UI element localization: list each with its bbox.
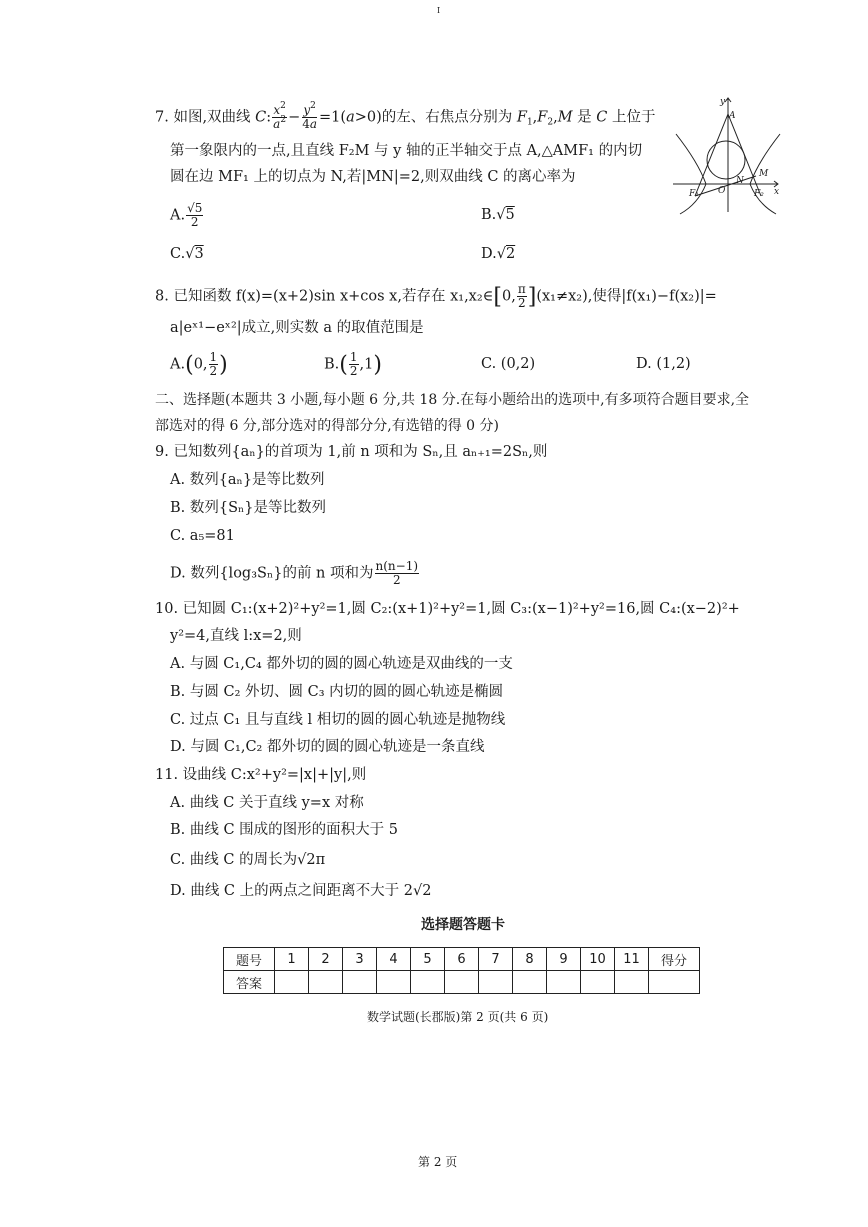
q8-text-1: 8. 已知函数 f(x)=(x+2)sin x+cos x,若存在 x₁,x₂∈ <box>155 288 494 305</box>
answer-card-header-label: 题号 <box>224 948 275 971</box>
q7-curve-name: C <box>255 109 267 126</box>
answer-card-num-10: 10 <box>581 948 615 971</box>
q7-option-c-label: C. <box>170 246 186 262</box>
q8-line1: 8. 已知函数 f(x)=(x+2)sin x+cos x,若存在 x₁,x₂∈[0, $\frac{\pi}{2}$ ](x₁≠x₂),使得|f(x₁)−f(x₂)|= <box>155 282 717 310</box>
q10-line2: y²=4,直线 l:x=2,则 <box>170 628 302 644</box>
section2-line2: 部选对的得 6 分,部分选对的得部分分,有选错的得 0 分) <box>155 418 499 434</box>
label-n: N <box>736 176 744 186</box>
q11-option-b: B. 曲线 C 围成的图形的面积大于 5 <box>170 822 399 838</box>
q9-option-d-num: n(n−1) <box>375 559 419 573</box>
q8-text-tail: (x₁≠x₂),使得|f(x₁)−f(x₂)|= <box>536 288 717 305</box>
q7-option-c-val: 3 <box>194 246 204 262</box>
answer-cell-9[interactable] <box>547 971 581 994</box>
q7-option-b-val: 5 <box>505 207 515 223</box>
label-a: A <box>729 111 736 121</box>
q8-interval-den: 2 <box>517 296 526 310</box>
answer-card-score-label: 得分 <box>649 948 700 971</box>
answer-card-title: 选择题答题卡 <box>421 917 505 933</box>
label-y: y <box>720 97 726 107</box>
q9-stem: 9. 已知数列{aₙ}的首项为 1,前 n 项和为 Sₙ,且 aₙ₊₁=2Sₙ,则 <box>155 444 548 460</box>
q7-line1: 7. 如图,双曲线 C: $\frac{x^2}{a^2}$ − $\frac{y^2}{4a}$ =1(a>0)的左、右焦点分别为 $F_1,F_2,M$ 是 C 上位于 <box>155 101 656 131</box>
answer-card-num-8: 8 <box>513 948 547 971</box>
answer-cell-5[interactable] <box>411 971 445 994</box>
q8-option-d: D. (1,2) <box>636 356 691 372</box>
label-m: M <box>759 169 769 179</box>
q7-line2: 第一象限内的一点,且直线 F₂M 与 y 轴的正半轴交于点 A,△AMF₁ 的内切 <box>170 143 643 159</box>
hyperbola-left-branch <box>676 134 706 214</box>
q9-option-d-den: 2 <box>392 573 401 587</box>
q8-line2: a|eˣ¹−eˣ²|成立,则实数 a 的取值范围是 <box>170 320 424 336</box>
q7-frac-y: $\frac{y^2}{4a}$ <box>302 101 318 131</box>
q7-option-a-den: 2 <box>190 215 199 229</box>
q8-option-a-label: A. <box>170 356 186 373</box>
answer-card-num-7: 7 <box>479 948 513 971</box>
label-f1: F₁ <box>689 189 699 199</box>
answer-card-table <box>223 947 700 994</box>
q7-frac-x: $\frac{x^2}{a^2}$ <box>273 101 287 131</box>
q7-option-b-label: B. <box>481 207 497 223</box>
q8-option-b-right: ,1 <box>359 356 374 373</box>
q7-text-c: 是 <box>577 109 597 126</box>
q7-text-b: 的左、右焦点分别为 <box>381 109 517 126</box>
q11-option-c: C. 曲线 C 的周长为√2π <box>170 852 326 868</box>
answer-card-num-3: 3 <box>343 948 377 971</box>
answer-cell-2[interactable] <box>309 971 343 994</box>
q7-option-d-val: 2 <box>505 246 516 262</box>
q11-stem: 11. 设曲线 C:x²+y²=|x|+|y|,则 <box>155 767 367 783</box>
answer-card-answer-label: 答案 <box>224 971 275 994</box>
answer-card-answer-row <box>224 971 700 994</box>
q11-option-a: A. 曲线 C 关于直线 y=x 对称 <box>170 795 364 811</box>
answer-card-num-9: 9 <box>547 948 581 971</box>
answer-card-header-row <box>224 948 700 971</box>
q9-option-c: C. a₅=81 <box>170 528 235 544</box>
q10-option-b: B. 与圆 C₂ 外切、圆 C₃ 内切的圆的圆心轨迹是椭圆 <box>170 684 504 700</box>
answer-card-num-2: 2 <box>309 948 343 971</box>
answer-card-num-11: 11 <box>615 948 649 971</box>
q7-line3: 圆在边 MF₁ 上的切点为 N,若|MN|=2,则双曲线 C 的离心率为 <box>170 169 576 185</box>
q8-interval-a: 0, <box>502 288 516 305</box>
label-f2: F₂ <box>754 189 764 199</box>
q9-option-d <box>170 560 420 587</box>
q8-option-a: A.(0, $\frac{1}{2}$ ) <box>170 350 228 378</box>
q8-option-a-num: 1 <box>209 350 218 364</box>
q9-option-b: B. 数列{Sₙ}是等比数列 <box>170 500 327 516</box>
top-mark: I <box>437 6 441 15</box>
q8-option-a-left: 0, <box>193 356 208 373</box>
answer-card-num-4: 4 <box>377 948 411 971</box>
q8-option-c: C. (0,2) <box>481 356 536 372</box>
answer-card-num-1: 1 <box>275 948 309 971</box>
answer-cell-6[interactable] <box>445 971 479 994</box>
answer-cell-3[interactable] <box>343 971 377 994</box>
answer-card-num-6: 6 <box>445 948 479 971</box>
q10-line1: 10. 已知圆 C₁:(x+2)²+y²=1,圆 C₂:(x+1)²+y²=1,圆 C₃:(x−1)²+y²=16,圆 C₄:(x−2)²+ <box>155 601 740 617</box>
q9-option-a: A. 数列{aₙ}是等比数列 <box>170 472 325 488</box>
q9-option-d-text: D. 数列{log₃Sₙ}的前 n 项和为 <box>170 565 374 582</box>
q10-option-c: C. 过点 C₁ 且与直线 l 相切的圆的圆心轨迹是抛物线 <box>170 712 506 728</box>
q7-option-c: C.√3 <box>170 246 204 262</box>
answer-cell-score[interactable] <box>649 971 700 994</box>
answer-card-num-5: 5 <box>411 948 445 971</box>
answer-cell-1[interactable] <box>275 971 309 994</box>
answer-cell-8[interactable] <box>513 971 547 994</box>
q8-option-b-den: 2 <box>349 364 358 378</box>
q7-option-a <box>170 202 204 229</box>
q7-text-a: 7. 如图,双曲线 <box>155 109 256 126</box>
answer-cell-7[interactable] <box>479 971 513 994</box>
incircle <box>707 141 745 179</box>
q7-text-d: 上位于 <box>607 109 656 126</box>
answer-cell-10[interactable] <box>581 971 615 994</box>
q8-interval-num: π <box>517 282 526 296</box>
exam-footer: 数学试题(长郡版)第 2 页(共 6 页) <box>367 1010 549 1024</box>
q8-option-b: B.( $\frac{1}{2}$ ,1) <box>324 350 382 378</box>
q7-option-d: D.√2 <box>481 246 516 262</box>
q10-option-d: D. 与圆 C₁,C₂ 都外切的圆的圆心轨迹是一条直线 <box>170 739 485 755</box>
q7-option-b: B.√5 <box>481 207 515 223</box>
answer-cell-4[interactable] <box>377 971 411 994</box>
q8-option-b-label: B. <box>324 356 340 373</box>
hyperbola-figure <box>668 92 783 217</box>
section2-line1: 二、选择题(本题共 3 小题,每小题 6 分,共 18 分.在每小题给出的选项中,有多项符合题目要求,全 <box>155 392 750 408</box>
label-o: O <box>718 186 726 196</box>
q11-option-d: D. 曲线 C 上的两点之间距离不大于 2√2 <box>170 883 432 899</box>
answer-cell-11[interactable] <box>615 971 649 994</box>
label-x: x <box>774 187 780 197</box>
q10-option-a: A. 与圆 C₁,C₄ 都外切的圆的圆心轨迹是双曲线的一支 <box>170 656 513 672</box>
q7-option-a-num: √5 <box>187 201 203 215</box>
q8-option-a-den: 2 <box>209 364 218 378</box>
q8-option-b-num: 1 <box>349 350 358 364</box>
q7-option-a-label: A. <box>170 207 186 224</box>
page-number: 第 2 页 <box>418 1155 458 1169</box>
q7-option-d-label: D. <box>481 246 497 262</box>
